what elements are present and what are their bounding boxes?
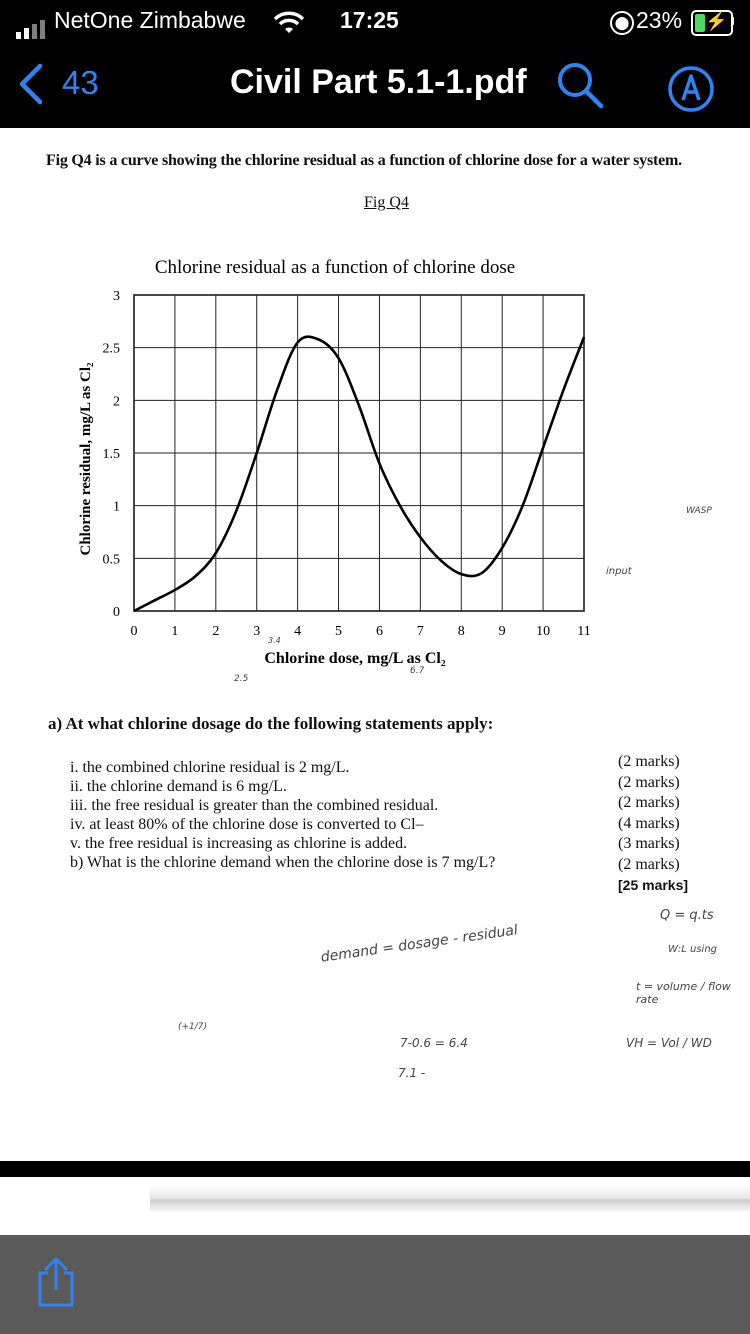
question-list (70, 758, 495, 872)
orientation-lock-icon: ⬤ (610, 11, 634, 35)
battery-icon: ⚡ (691, 10, 733, 36)
handwritten-note: (+1/7) (178, 1022, 208, 1032)
question-item: ii. the chlorine demand is 6 mg/L. (70, 778, 287, 795)
markup-icon[interactable] (666, 64, 716, 114)
question-item: b) What is the chlorine demand when the chlorine dose is 7 mg/L? (70, 854, 496, 871)
x-tick-label: 8 (457, 624, 465, 639)
handwritten-note: Q = q.ts (660, 908, 714, 923)
battery-tip (731, 17, 734, 25)
question-item: iv. at least 80% of the chlorine dose is converted to Cl– (70, 816, 424, 833)
handwritten-note: W:L using (668, 944, 718, 955)
share-icon[interactable] (34, 1255, 78, 1309)
battery-percent: 23% (636, 7, 683, 33)
y-tick-label: 0.5 (102, 552, 120, 568)
figure-label: Fig Q4 (364, 194, 409, 211)
handwritten-note: WASP (686, 506, 712, 516)
x-tick-label: 10 (536, 624, 551, 639)
x-tick-label: 3 (253, 624, 261, 639)
marks-item: (2 marks) (618, 855, 680, 873)
top-bar (0, 0, 750, 128)
x-tick-label: 4 (294, 624, 302, 639)
question-item: iii. the free residual is greater than the combined residual. (70, 797, 439, 814)
handwritten-calc: 7-0.6 = 6.4 (400, 1036, 468, 1050)
marks-item: (3 marks) (618, 835, 680, 852)
x-tick-label: 1 (171, 624, 179, 639)
bottom-toolbar (0, 1235, 750, 1334)
marks-item: (2 marks) (618, 794, 680, 811)
marks-item: (4 marks) (618, 814, 680, 832)
handwritten-formula: demand = dosage - residual (319, 922, 519, 966)
chart-grid (134, 295, 584, 611)
x-tick-label: 7 (416, 624, 424, 639)
handwritten-note: t = volume / flow rate (636, 980, 731, 1006)
x-tick-label: 11 (577, 624, 591, 639)
x-tick-label: 2 (212, 624, 220, 639)
handwritten-note: 3.4 (268, 636, 281, 645)
y-tick-label: 3 (113, 289, 120, 304)
chart-title: Chlorine residual as a function of chlorine dose (154, 257, 516, 278)
question-item: v. the free residual is increasing as chlorine is added. (70, 835, 408, 852)
y-tick-label: 2.5 (102, 341, 120, 357)
document-title: Civil Part 5.1-1.pdf (230, 63, 527, 101)
page-smudge (150, 1185, 750, 1213)
x-tick-label: 6 (375, 624, 383, 639)
page-separator (0, 1161, 750, 1177)
y-tick-label: 1.5 (102, 447, 120, 462)
handwritten-note: 2.5 (234, 674, 249, 684)
back-chevron-icon[interactable] (14, 62, 54, 106)
y-tick-label: 2 (113, 394, 120, 410)
chart (0, 128, 750, 708)
chart-series (134, 337, 584, 611)
handwritten-calc: 7.1 - (398, 1066, 426, 1080)
marks-item: (2 marks) (618, 773, 680, 791)
back-page-count[interactable]: 43 (62, 64, 99, 101)
x-tick-label: 9 (498, 624, 506, 639)
question-intro: Fig Q4 is a curve showing the chlorine residual as a function of chlorine dose for a water system. (46, 152, 682, 169)
signal-icon (16, 12, 48, 39)
next-page-edge (0, 1177, 750, 1235)
y-tick-label: 1 (113, 499, 120, 515)
carrier-name: NetOne Zimbabwe (54, 7, 246, 33)
chart-x-label: Chlorine dose, mg/L as Cl₂ (264, 650, 446, 667)
chart-y-label: Chlorine residual, mg/L as Cl₂ (78, 362, 94, 556)
handwritten-note: 6.7 (410, 666, 425, 676)
x-tick-label: 5 (335, 624, 343, 639)
marks-item: (2 marks) (618, 753, 680, 770)
clock: 17:25 (340, 7, 399, 33)
marks-column (618, 752, 688, 896)
x-tick-label: 0 (130, 624, 138, 639)
handwritten-note: input (606, 566, 632, 577)
question-item: i. the combined chlorine residual is 2 mg/L. (70, 759, 350, 776)
chart-ticks (103, 289, 591, 639)
nav-bar (0, 44, 750, 128)
search-icon[interactable] (555, 60, 605, 110)
pdf-page (0, 128, 750, 1161)
wifi-icon (272, 10, 306, 34)
handwritten-note: VH = Vol / WD (626, 1036, 712, 1050)
series-line-residual (134, 337, 584, 611)
total-marks: [25 marks] (618, 877, 689, 893)
question-a: a) At what chlorine dosage do the following statements apply: (48, 714, 494, 733)
status-bar (0, 0, 750, 44)
y-tick-label: 0 (113, 605, 120, 620)
